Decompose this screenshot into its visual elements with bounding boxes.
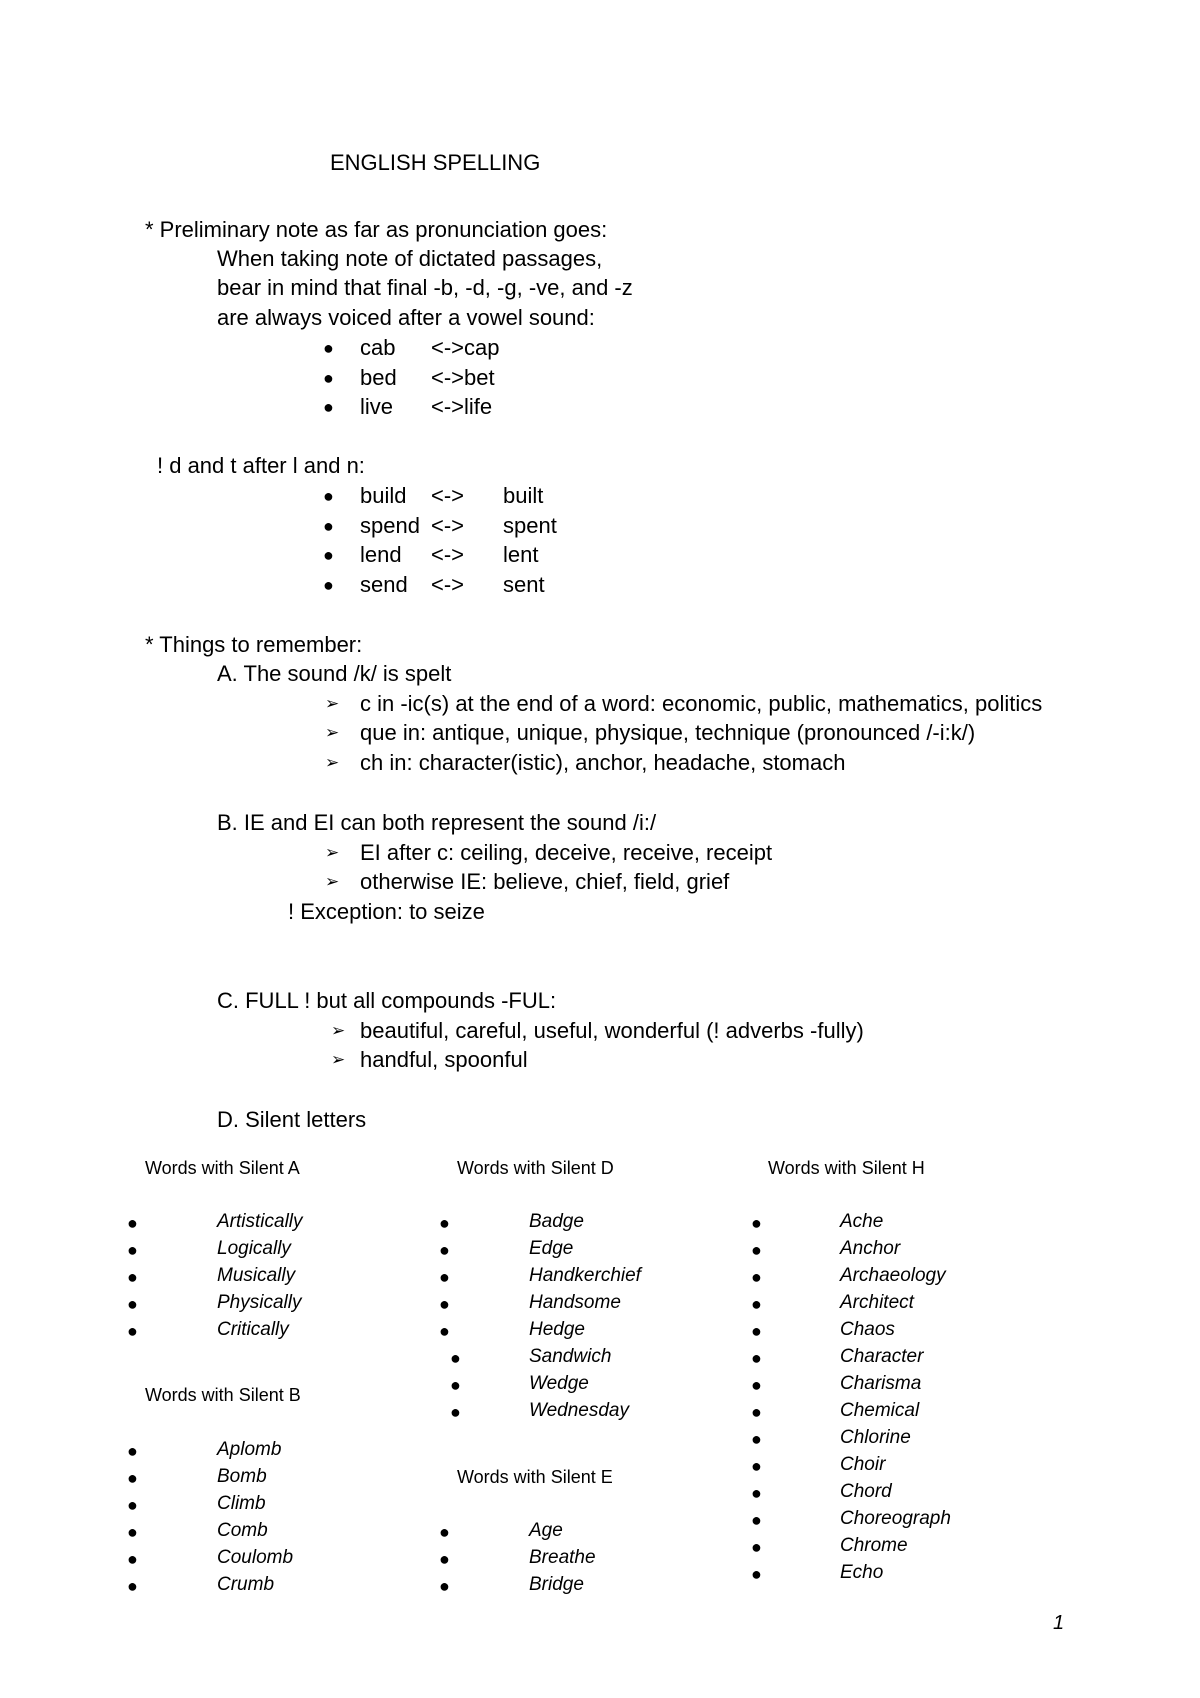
section-c-item: handful, spoonful xyxy=(360,1047,528,1072)
bullet-icon: ● xyxy=(439,1576,450,1596)
list-item: Climb xyxy=(217,1493,266,1514)
list-item: Sandwich xyxy=(529,1346,612,1367)
arrow-bullet-icon: ➢ xyxy=(325,843,340,862)
list-item: Bomb xyxy=(217,1466,267,1487)
list-item: Archaeology xyxy=(840,1265,946,1286)
section-a-item: ch in: character(istic), anchor, headache, stomach xyxy=(360,750,846,775)
list-item: Logically xyxy=(217,1238,291,1259)
list-item: Chemical xyxy=(840,1400,920,1421)
page-title: ENGLISH SPELLING xyxy=(330,150,541,175)
bullet-icon: ● xyxy=(439,1267,450,1287)
pair-word: spend xyxy=(360,513,420,538)
pair-arrow: <-> xyxy=(431,513,465,538)
bullet-icon: ● xyxy=(127,1213,138,1233)
section-b-heading: B. IE and EI can both represent the sound /i:/ xyxy=(217,810,657,835)
bullet-icon: ● xyxy=(127,1468,138,1488)
section-a-item: que in: antique, unique, physique, technique (pronounced /-i:k/) xyxy=(360,720,976,745)
bullet-icon: ● xyxy=(751,1321,762,1341)
arrow-bullet-icon: ➢ xyxy=(325,694,340,713)
silent-a-heading: Words with Silent A xyxy=(145,1158,300,1178)
pair-arrow: <-> xyxy=(431,483,465,508)
pair-contrast: <->cap xyxy=(431,335,500,360)
list-item: Chord xyxy=(840,1481,892,1502)
bullet-icon: ● xyxy=(127,1240,138,1260)
bullet-icon: ● xyxy=(751,1348,762,1368)
bullet-icon: ● xyxy=(323,338,334,358)
list-item: Age xyxy=(529,1520,563,1541)
pair-arrow: <-> xyxy=(431,572,465,597)
bullet-icon: ● xyxy=(751,1294,762,1314)
list-item: Physically xyxy=(217,1292,302,1313)
list-item: Ache xyxy=(840,1211,884,1232)
pair-word: send xyxy=(360,572,408,597)
list-item: Wedge xyxy=(529,1373,589,1394)
list-item: Edge xyxy=(529,1238,574,1259)
bullet-icon: ● xyxy=(751,1537,762,1557)
list-item: Critically xyxy=(217,1319,289,1340)
bullet-icon: ● xyxy=(751,1456,762,1476)
arrow-bullet-icon: ➢ xyxy=(331,1021,346,1040)
pair-arrow: <-> xyxy=(431,542,465,567)
list-item: Artistically xyxy=(217,1211,303,1232)
bullet-icon: ● xyxy=(323,486,334,506)
bullet-icon: ● xyxy=(751,1429,762,1449)
bullet-icon: ● xyxy=(127,1576,138,1596)
bullet-icon: ● xyxy=(323,397,334,417)
remember-heading: * Things to remember: xyxy=(145,632,363,657)
pair-word: cab xyxy=(360,335,396,360)
list-item: Hedge xyxy=(529,1319,585,1340)
list-item: Charisma xyxy=(840,1373,922,1394)
pair-word: bed xyxy=(360,365,397,390)
bullet-icon: ● xyxy=(127,1267,138,1287)
pair-contrast: sent xyxy=(503,572,545,597)
section-b-exception: ! Exception: to seize xyxy=(288,899,485,924)
pair-word: build xyxy=(360,483,407,508)
arrow-bullet-icon: ➢ xyxy=(325,872,340,891)
bullet-icon: ● xyxy=(127,1321,138,1341)
pronunciation-heading: * Preliminary note as far as pronunciation goes: xyxy=(145,217,608,242)
arrow-bullet-icon: ➢ xyxy=(325,723,340,742)
page-number: 1 xyxy=(1053,1612,1065,1634)
bullet-icon: ● xyxy=(450,1375,461,1395)
bullet-icon: ● xyxy=(127,1495,138,1515)
list-item: Musically xyxy=(217,1265,296,1286)
list-item: Crumb xyxy=(217,1574,275,1595)
list-item: Chrome xyxy=(840,1535,908,1556)
list-item: Wednesday xyxy=(529,1400,629,1421)
bullet-icon: ● xyxy=(127,1441,138,1461)
bullet-icon: ● xyxy=(751,1510,762,1530)
bullet-icon: ● xyxy=(751,1402,762,1422)
dt-heading: ! d and t after l and n: xyxy=(157,453,365,478)
bullet-icon: ● xyxy=(323,545,334,565)
list-item: Bridge xyxy=(529,1574,584,1595)
pair-word: lend xyxy=(360,542,402,567)
section-d-heading: D. Silent letters xyxy=(217,1107,367,1132)
bullet-icon: ● xyxy=(450,1348,461,1368)
list-item: Character xyxy=(840,1346,924,1367)
pronunciation-line: are always voiced after a vowel sound: xyxy=(217,305,595,330)
list-item: Breathe xyxy=(529,1547,596,1568)
pronunciation-line: When taking note of dictated passages, xyxy=(217,246,603,271)
bullet-icon: ● xyxy=(127,1522,138,1542)
list-item: Architect xyxy=(840,1292,914,1313)
list-item: Anchor xyxy=(840,1238,901,1259)
bullet-icon: ● xyxy=(439,1549,450,1569)
list-item: Coulomb xyxy=(217,1547,294,1568)
list-item: Handkerchief xyxy=(529,1265,641,1286)
bullet-icon: ● xyxy=(439,1321,450,1341)
list-item: Choreograph xyxy=(840,1508,951,1529)
list-item: Chlorine xyxy=(840,1427,911,1448)
section-c-item: beautiful, careful, useful, wonderful (! adverbs -fully) xyxy=(360,1018,864,1043)
bullet-icon: ● xyxy=(439,1522,450,1542)
silent-b-heading: Words with Silent B xyxy=(145,1385,301,1405)
bullet-icon: ● xyxy=(751,1483,762,1503)
pair-contrast: lent xyxy=(503,542,539,567)
section-b-item: otherwise IE: believe, chief, field, grief xyxy=(360,869,730,894)
silent-d-heading: Words with Silent D xyxy=(457,1158,614,1178)
bullet-icon: ● xyxy=(751,1564,762,1584)
arrow-bullet-icon: ➢ xyxy=(325,753,340,772)
list-item: Aplomb xyxy=(217,1439,282,1460)
list-item: Badge xyxy=(529,1211,584,1232)
bullet-icon: ● xyxy=(439,1294,450,1314)
list-item: Chaos xyxy=(840,1319,895,1340)
bullet-icon: ● xyxy=(751,1213,762,1233)
bullet-icon: ● xyxy=(439,1213,450,1233)
pair-contrast: built xyxy=(503,483,544,508)
section-a-item: c in -ic(s) at the end of a word: economic, public, mathematics, politics xyxy=(360,691,1043,716)
silent-h-heading: Words with Silent H xyxy=(768,1158,925,1178)
list-item: Choir xyxy=(840,1454,886,1475)
list-item: Comb xyxy=(217,1520,268,1541)
section-c-heading: C. FULL ! but all compounds -FUL: xyxy=(217,988,557,1013)
arrow-bullet-icon: ➢ xyxy=(331,1050,346,1069)
pair-contrast: <->bet xyxy=(431,365,495,390)
pronunciation-line: bear in mind that final -b, -d, -g, -ve, and -z xyxy=(217,275,633,300)
list-item: Echo xyxy=(840,1562,884,1583)
bullet-icon: ● xyxy=(323,368,334,388)
list-item: Handsome xyxy=(529,1292,621,1313)
section-b-item: EI after c: ceiling, deceive, receive, receipt xyxy=(360,840,773,865)
bullet-icon: ● xyxy=(323,516,334,536)
silent-e-heading: Words with Silent E xyxy=(457,1467,613,1487)
bullet-icon: ● xyxy=(127,1549,138,1569)
bullet-icon: ● xyxy=(323,575,334,595)
pair-contrast: spent xyxy=(503,513,557,538)
pair-word: live xyxy=(360,394,394,419)
bullet-icon: ● xyxy=(751,1240,762,1260)
pair-contrast: <->life xyxy=(431,394,493,419)
bullet-icon: ● xyxy=(751,1267,762,1287)
bullet-icon: ● xyxy=(751,1375,762,1395)
bullet-icon: ● xyxy=(439,1240,450,1260)
section-a-heading: A. The sound /k/ is spelt xyxy=(217,661,452,686)
bullet-icon: ● xyxy=(127,1294,138,1314)
bullet-icon: ● xyxy=(450,1402,461,1422)
